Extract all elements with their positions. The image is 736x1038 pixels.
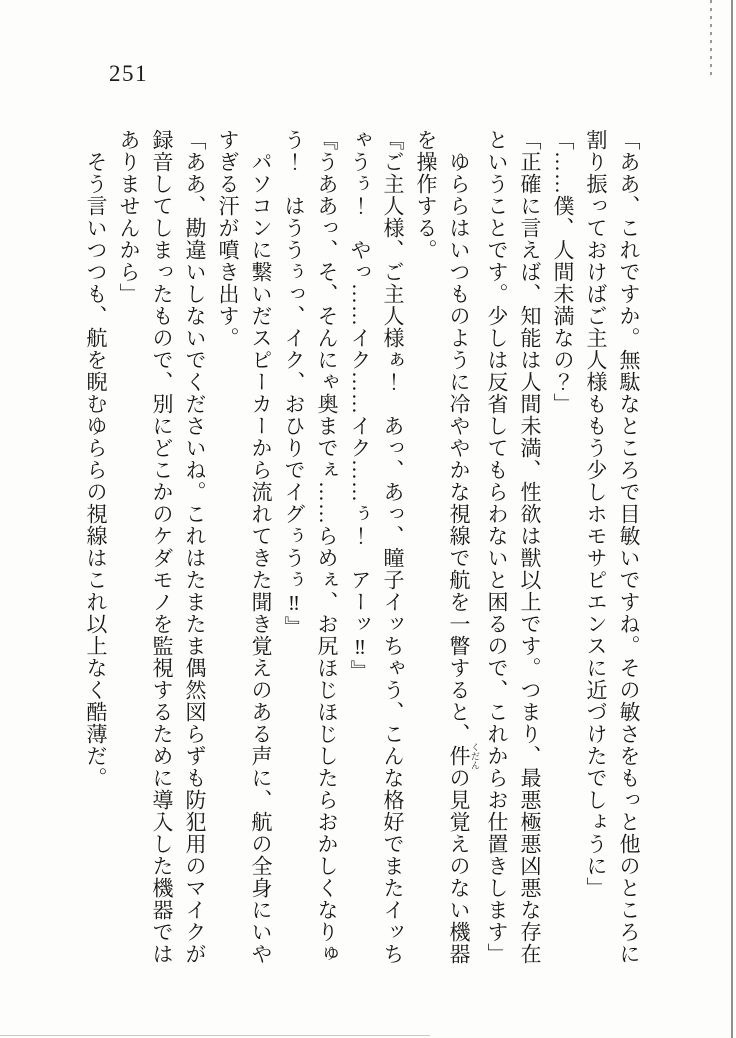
text-line: う！ はううぅっ、イク、おひりでイグぅうぅ‼』 — [282, 129, 306, 638]
text-line: 割り振っておけばご主人様ももう少しホモサピエンスに近づけたでしょうに」 — [584, 129, 608, 899]
text-line: ということです。少しは反省してもらわないと困るので、これからお仕置きします」 — [485, 129, 509, 965]
text-line: 『うああっ、そ、そんにゃ奥までぇ……らめぇ、お尻ほじほじしたらおかしくなりゅ — [315, 129, 339, 965]
vertical-text-block — [79, 129, 645, 979]
text-line: ゃうぅ！ やっ……イク……イク……ぅ！ アーッ‼』 — [348, 129, 372, 682]
text-line: ありませんから」 — [117, 129, 141, 305]
text-line: 「……僕、人間未満なの？」 — [551, 129, 575, 415]
text-line: ゆららはいつものように冷ややかな視線で航を一瞥すると、件 くだんの見覚えのない機器 — [447, 129, 480, 965]
text-line: パソコンに繋いだスピーカーから流れてきた聞き覚えのある声に、航の全身にいや — [249, 129, 273, 965]
scan-artifact-dots — [710, 0, 712, 80]
text-line: 「正確に言えば、知能は人間未満、性欲は獣以上です。つまり、最悪極悪凶悪な存在 — [518, 129, 542, 965]
text-line: すぎる汗が噴き出す。 — [216, 129, 240, 349]
text-line: 「ああ、これですか。無駄なところで目敏いですね。その敏さをもっと他のところに — [617, 129, 641, 965]
text-line: を操作する。 — [414, 129, 438, 261]
text-line: 「ああ、勘違いしないでくださいね。これはたまたま偶然図らずも防犯用のマイクが — [183, 129, 207, 965]
page-number: 251 — [109, 61, 148, 86]
text-line: 『ご主人様、ご主人様ぁ！ あっ、あっ、瞳子イッちゃう、こんな格好でまたイッち — [381, 129, 405, 965]
ruby-annotated-word: 件 くだん — [447, 742, 480, 770]
scan-edge-line — [731, 0, 733, 1038]
text-line: そう言いつつも、航を睨むゆららの視線はこれ以上なく酷薄だ。 — [84, 129, 108, 789]
scan-bottom-line — [0, 1035, 430, 1036]
text-line: 録音してしまったもので、別にどこかのケダモノを監視するために導入した機器では — [150, 129, 174, 965]
